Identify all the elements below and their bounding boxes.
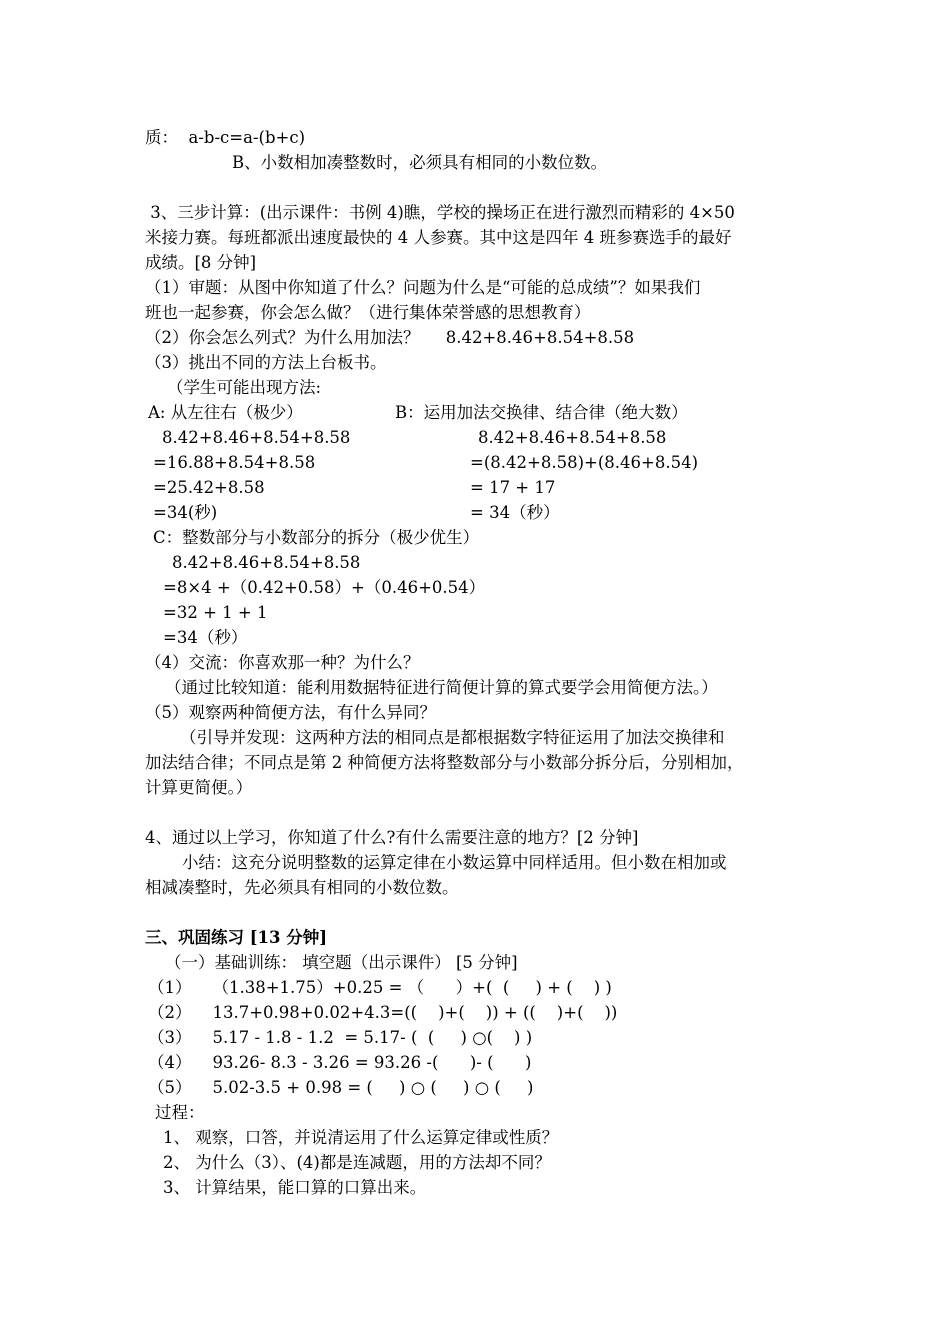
text-line: =32 + 1 + 1 [163, 603, 268, 622]
exercise-line: （3） 5.17 - 1.8 - 1.2 = 5.17- ( ( ) ○( ) ) [148, 1028, 533, 1047]
exercise-line: （2） 13.7+0.98+0.02+4.3=(( )+( )) + (( )+( )) [148, 1003, 618, 1022]
process-item: 2、 为什么（3）、(4)都是连减题，用的方法却不同？ [163, 1153, 551, 1172]
text-line: = 17 + 17 [470, 478, 556, 497]
exercise-line: （4） 93.26- 8.3 - 3.26 = 93.26 -( )- ( ) [148, 1053, 532, 1072]
text-line: （4）交流：你喜欢那一种？为什么？ [145, 653, 420, 672]
text-line: =34（秒） [163, 628, 248, 647]
text-line: 计算更简便。） [145, 778, 253, 797]
text-line: 4、通过以上学习，你知道了什么?有什么需要注意的地方？[2 分钟] [145, 828, 639, 847]
text-line: 班也一起参赛，你会怎么做？（进行集体荣誉感的思想教育） [145, 303, 591, 322]
process-item: 3、 计算结果，能口算的口算出来。 [163, 1178, 427, 1197]
text-line: （1）审题：从图中你知道了什么？问题为什么是“可能的总成绩”？如果我们 [145, 278, 701, 297]
text-line: =25.42+8.58 [153, 478, 265, 497]
text-line: （5）观察两种简便方法，有什么异同？ [145, 703, 436, 722]
exercise-line: （1） （1.38+1.75）+0.25 = （ ）+( ( ) + ( ) ) [148, 978, 612, 997]
text-line: 8.42+8.46+8.54+8.58 [162, 428, 351, 447]
text-line: =16.88+8.54+8.58 [153, 453, 316, 472]
summary-line: 相减凑整时，先必须具有相同的小数位数。 [145, 878, 459, 897]
method-c-heading: C：整数部分与小数部分的拆分（极少优生） [153, 528, 480, 547]
method-a-heading: A: 从左往右（极少） [148, 403, 303, 422]
text-line: （3）挑出不同的方法上台板书。 [145, 353, 387, 372]
text-line: 8.42+8.46+8.54+8.58 [172, 553, 361, 572]
text-line: （学生可能出现方法: [167, 378, 322, 397]
text-line: （2）你会怎么列式？为什么用加法？ 8.42+8.46+8.54+8.58 [145, 328, 635, 347]
summary-line: 小结：这充分说明整数的运算定律在小数运算中同样适用。但小数在相加或 [182, 853, 727, 872]
text-line: 8.42+8.46+8.54+8.58 [478, 428, 667, 447]
method-b-heading: B：运用加法交换律、结合律（绝大数） [395, 403, 688, 422]
text-line: =34(秒) [153, 503, 218, 522]
section-heading: 三、巩固练习 [13 分钟] [145, 928, 328, 947]
text-line: B、小数相加凑整数时，必须具有相同的小数位数。 [232, 153, 608, 172]
text-line: （通过比较知道：能利用数据特征进行简便计算的算式要学会用简便方法。） [165, 678, 718, 697]
exercise-line: （5） 5.02-3.5 + 0.98 = ( ) ○ ( ) ○ ( ) [148, 1078, 534, 1097]
text-line: =8×4 +（0.42+0.58）+（0.46+0.54） [163, 578, 486, 597]
text-line: （引导并发现：这两种方法的相同点是都根据数字特征运用了加法交换律和 [180, 728, 725, 747]
text-line: 过程： [155, 1103, 205, 1122]
text-line: （一）基础训练： 填空题（出示课件） [5 分钟] [165, 953, 518, 972]
text-line: 3、三步计算：(出示课件：书例 4)瞧，学校的操场正在进行激烈而精彩的 4×50 [145, 203, 735, 222]
text-line: 加法结合律；不同点是第 2 种简便方法将整数部分与小数部分拆分后，分别相加， [145, 753, 744, 772]
process-item: 1、 观察，口答，并说清运用了什么运算定律或性质？ [163, 1128, 559, 1147]
text-line: = 34（秒） [470, 503, 560, 522]
text-line: 成绩。[8 分钟] [145, 253, 257, 272]
text-line: 米接力赛。每班都派出速度最快的 4 人参赛。其中这是四年 4 班参赛选手的最好 [145, 228, 732, 247]
text-line: =(8.42+8.58)+(8.46+8.54) [470, 453, 699, 472]
text-line: 质： a-b-c=a-(b+c) [145, 128, 306, 147]
